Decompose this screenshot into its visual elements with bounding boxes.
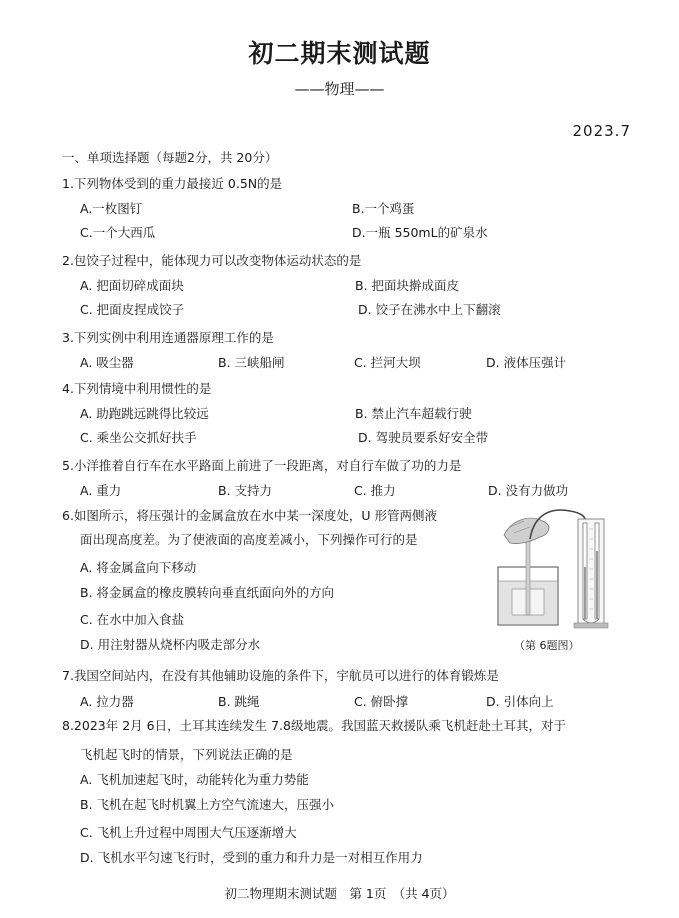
page-title: 初二期末测试题	[248, 39, 431, 68]
question-7-option-d: D. 引体向上	[486, 694, 554, 709]
question-5-stem: 5.小洋推着自行车在水平路面上前进了一段距离，对自行车做了功的力是	[62, 458, 462, 473]
question-2-option-d: D. 饺子在沸水中上下翻滚	[358, 302, 501, 317]
question-6-figure-caption: （第 6题图）	[514, 639, 580, 652]
question-5-option-a: A. 重力	[80, 483, 122, 498]
question-4-option-c: C. 乘坐公交抓好扶手	[80, 430, 197, 445]
question-7-option-a: A. 拉力器	[80, 694, 134, 709]
question-3-option-d: D. 液体压强计	[486, 355, 567, 370]
question-8-option-c: C. 飞机上升过程中周围大气压逐渐增大	[80, 825, 297, 840]
question-1-option-b: B.一个鸡蛋	[352, 201, 415, 216]
question-4-stem: 4.下列情境中利用惯性的是	[62, 381, 212, 396]
question-2-stem: 2.包饺子过程中，能体现力可以改变物体运动状态的是	[62, 253, 362, 268]
page-subtitle: ——物理——	[294, 80, 385, 98]
question-5-option-c: C. 推力	[354, 483, 396, 498]
question-6-option-a: A. 将金属盒向下移动	[80, 560, 197, 575]
question-4-option-d: D. 驾驶员要系好安全带	[358, 430, 489, 445]
question-8-stem-line-1: 8.2023年 2月 6日，土耳其连续发生 7.8级地震。我国蓝天救援队乘飞机赶赴土耳其，对于	[62, 718, 566, 733]
question-2-option-b: B. 把面块擀成面皮	[355, 278, 460, 293]
question-1-option-c: C.一个大西瓜	[80, 225, 156, 240]
question-5-option-b: B. 支持力	[218, 483, 273, 498]
question-6-option-c: C. 在水中加入食盐	[80, 612, 185, 627]
question-2-option-a: A. 把面切碎成面块	[80, 278, 184, 293]
question-1-option-a: A.一枚图钉	[80, 201, 143, 216]
question-8-option-d: D. 飞机水平匀速飞行时，受到的重力和升力是一对相互作用力	[80, 850, 423, 865]
question-8-stem-line-2: 飞机起飞时的情景，下列说法正确的是	[80, 747, 293, 762]
pressure-gauge-figure	[490, 505, 610, 630]
question-6-option-b: B. 将金属盒的橡皮膜转向垂直纸面向外的方向	[80, 585, 335, 600]
question-1-stem: 1.下列物体受到的重力最接近 0.5N的是	[62, 176, 283, 191]
question-6-option-d: D. 用注射器从烧杯内吸走部分水	[80, 637, 261, 652]
page-footer: 初二物理期末测试题 第 1页 （共 4页）	[224, 886, 455, 901]
question-3-stem: 3.下列实例中利用连通器原理工作的是	[62, 330, 274, 345]
question-4-option-b: B. 禁止汽车超载行驶	[355, 406, 472, 421]
question-4-option-a: A. 助跑跳远跳得比较远	[80, 406, 209, 421]
pressure-gauge-illustration	[490, 505, 610, 630]
exam-date: 2023.7	[572, 122, 631, 140]
question-3-option-c: C. 拦河大坝	[354, 355, 421, 370]
question-3-option-a: A. 吸尘器	[80, 355, 134, 370]
question-7-option-b: B. 跳绳	[218, 694, 260, 709]
question-1-option-d: D.一瓶 550mL的矿泉水	[352, 225, 488, 240]
question-3-option-b: B. 三峡船闸	[218, 355, 285, 370]
question-5-option-d: D. 没有力做功	[488, 483, 569, 498]
question-6-stem-line-2: 面出现高度差。为了使液面的高度差减小，下列操作可行的是	[80, 532, 418, 547]
section-title: 一、单项选择题（每题2分，共 20分）	[62, 150, 278, 165]
question-6-stem-line-1: 6.如图所示，将压强计的金属盒放在水中某一深度处，U 形管两侧液	[62, 508, 438, 523]
question-8-option-a: A. 飞机加速起飞时，动能转化为重力势能	[80, 772, 309, 787]
question-2-option-c: C. 把面皮捏成饺子	[80, 302, 185, 317]
question-7-stem: 7.我国空间站内，在没有其他辅助设施的条件下，宇航员可以进行的体育锻炼是	[62, 668, 499, 683]
question-7-option-c: C. 俯卧撑	[354, 694, 409, 709]
question-8-option-b: B. 飞机在起飞时机翼上方空气流速大，压强小	[80, 797, 335, 812]
